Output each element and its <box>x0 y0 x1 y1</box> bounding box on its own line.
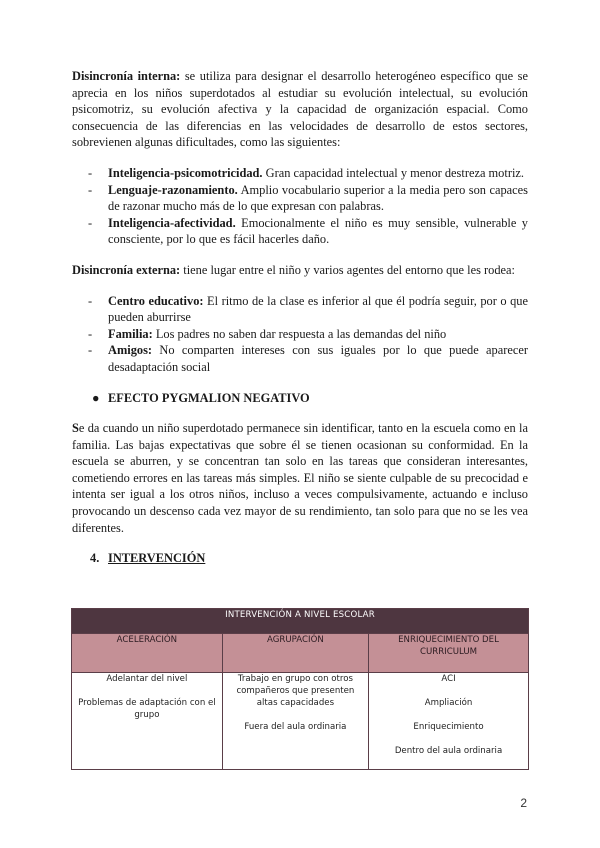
section-heading-intervencion: 4. INTERVENCIÓN <box>90 551 206 566</box>
paragraph-pygmalion: Se da cuando un niño superdotado permanece sin identificar, tanto en la escuela como en la familia. Las bajas expectativas que sobre él se tienen ocasionan su conformidad. En la escuela se aburren, y se concentran tan solo en las tareas que consideran interesantes, cometiendo errores en las tareas más simples. El niño se siente culpable de su precocidad e intenta ser igual a los otros niños, incluso a veces compulsivamente, actuando e incluso provocando un descenso cada vez mayor de su rendimiento, tan solo para que no se les vea diferentes. <box>72 421 528 535</box>
cell-text: Problemas de adaptación con el grupo <box>78 698 216 720</box>
cell-text: Trabajo en grupo con otros compañeros que presenten altas capacidades <box>236 674 355 708</box>
table-cell-aceleracion <box>72 673 223 770</box>
intervention-table <box>71 608 529 770</box>
list-disincronia-externa <box>72 293 528 376</box>
column-header-enriquecimiento: ENRIQUECIMIENTO DEL CURRICULUM <box>369 634 529 673</box>
cell-text: Ampliación <box>424 698 473 708</box>
paragraph-disincronia-externa: Disincronía externa: tiene lugar entre el niño y varios agentes del entorno que les rodea: <box>72 262 515 277</box>
term-disincronia-interna: Disincronía interna: <box>72 69 181 83</box>
list-item: - Inteligencia-afectividad. Emocionalmente el niño es muy sensible, vulnerable y consciente, por lo que es fácil hacerles daño. <box>92 215 528 248</box>
section-heading-pygmalion: ● EFECTO PYGMALION NEGATIVO <box>92 390 310 405</box>
term-disincronia-externa: Disincronía externa: <box>72 262 181 277</box>
table-title: INTERVENCIÓN A NIVEL ESCOLAR <box>72 609 529 634</box>
document-body <box>72 68 528 567</box>
cell-text: ACI <box>441 674 456 684</box>
list-item: - Inteligencia-psicomotricidad. Gran capacidad intelectual y menor destreza motriz. <box>92 165 528 182</box>
paragraph-disincronia-interna: Disincronía interna: se utiliza para designar el desarrollo heterogéneo específico que se aprecia en los niños superdotados al estudiar su evolución intelectual, su evolución psicomotriz, su evolución afectiva y la capacidad de organización espacial. Como consecuencia de las diferencias en las velocidades de desarrollo de estos sectores, sobrevienen algunas dificultades, como las siguientes: <box>72 69 528 150</box>
cell-text: Fuera del aula ordinaria <box>244 722 347 732</box>
cell-text: Dentro del aula ordinaria <box>394 746 503 756</box>
list-item: - Familia: Los padres no saben dar respuesta a las demandas del niño <box>92 326 528 343</box>
bullet-icon: ● <box>92 390 100 405</box>
table-cell-agrupacion <box>222 673 368 770</box>
table-cell-enriquecimiento <box>369 673 529 770</box>
page-number: 2 <box>520 796 527 810</box>
list-item: - Centro educativo: El ritmo de la clase es inferior al que él podría seguir, por o que pueden aburrirse <box>92 293 528 326</box>
column-header-aceleracion: ACELERACIÓN <box>72 634 223 673</box>
column-header-agrupacion: AGRUPACIÓN <box>222 634 368 673</box>
list-item: - Lenguaje-razonamiento. Amplio vocabulario superior a la media pero son capaces de razonar mucho más de lo que expresan con palabras. <box>92 182 528 215</box>
list-item: - Amigos: No comparten intereses con sus iguales por lo que puede aparecer desadaptación social <box>92 342 528 375</box>
cell-text: Enriquecimiento <box>413 722 484 732</box>
list-disincronia-interna <box>72 165 528 248</box>
cell-text: Adelantar del nivel <box>106 674 188 684</box>
